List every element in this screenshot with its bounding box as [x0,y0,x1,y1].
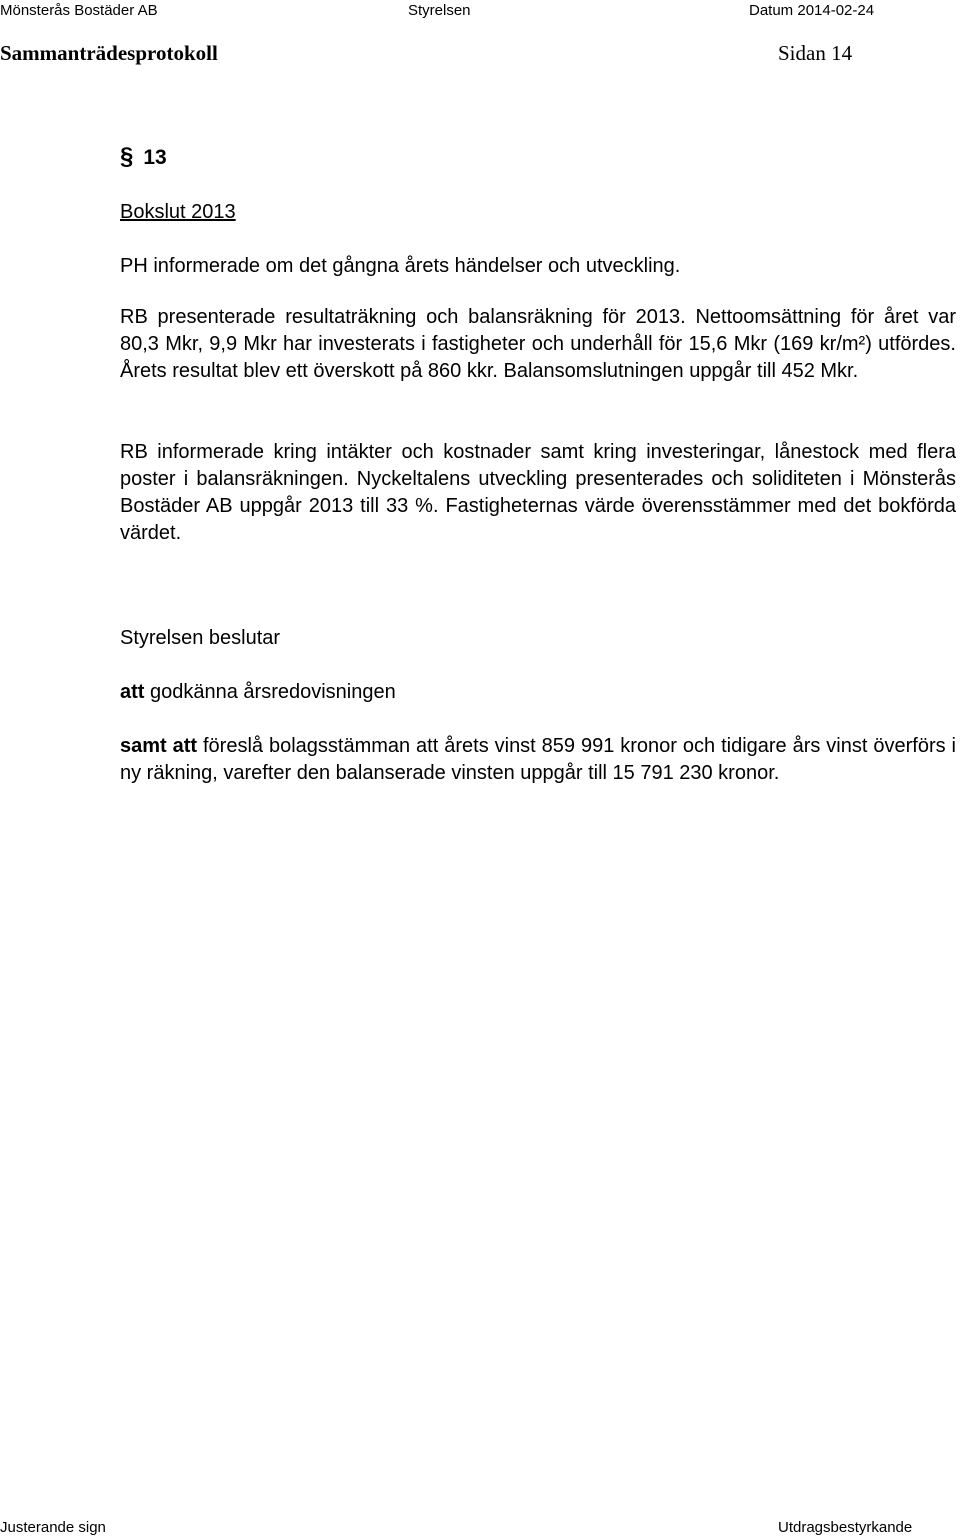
footer-certification: Utdragsbestyrkande [778,1519,913,1536]
section-number: 13 [143,146,167,169]
decision-item [120,679,956,706]
decision-item [120,733,956,787]
paragraph-rb-results: RB presenterade resultaträkning och balansräkning för 2013. Nettoomsättning för året var 80,3 Mkr, 9,9 Mkr har investerats i fastigheter och underhåll för 15,6 Mkr (169 kr/m²) utfördes. Årets resultat blev ett överskott på 860 kkr. Balansomslutningen uppgår till 452 Mkr. [120,306,956,382]
header-organization: Mönsterås Bostäder AB [0,2,158,19]
decision-text: godkänna årsredovisningen [144,681,396,703]
decision-keyword: att [120,681,145,703]
decision-text: föreslå bolagsstämman att årets vinst 859 991 kronor och tidigare års vinst överförs i ny räkning, varefter den balanserade vinsten uppgår till 15 791 230 kronor. [120,735,956,784]
footer-signature: Justerande sign [0,1519,106,1536]
header-date: Datum 2014-02-24 [749,2,875,19]
page-number: Sidan 14 [778,41,853,65]
document-title: Sammanträdesprotokoll [0,41,218,65]
paragraph-ph: PH informerade om det gångna årets händelser och utveckling. [120,255,681,277]
header-department: Styrelsen [408,2,471,19]
section-symbol: § [120,143,134,170]
section-heading [120,142,167,173]
decision-heading: Styrelsen beslutar [120,627,281,649]
paragraph-rb-details: RB informerade kring intäkter och kostnader samt kring investeringar, lånestock med flera poster i balansräkningen. Nyckeltalens utveckling presenterades och soliditeten i Mönsterås Bostäder AB uppgår 2013 till 33 %. Fastigheternas värde överensstämmer med det bokförda värdet. [120,441,956,544]
section-topic: Bokslut 2013 [120,201,236,223]
decision-keyword: samt att [120,735,198,757]
